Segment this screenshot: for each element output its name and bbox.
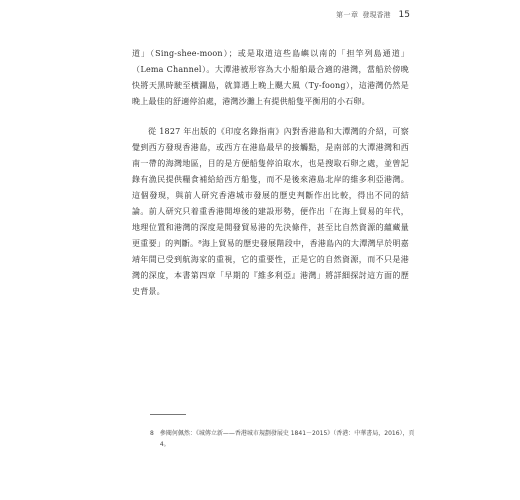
footnote-number: 8 (150, 430, 154, 437)
paragraph-2: 從 1827 年出版的《印度名錄指南》內對香港島和大潭灣的介紹，可察覺到西方發現香港島，或西方在港島最早的接觸點，是南部的大潭港灣和西南一帶的海灣地區，目的是方便船隻停泊取水，也是搜取石卵之處，並曾記錄有漁民提供糧食補給給西方船隻，而不是後來港島北岸的維多利亞港灣。這個發現，與前人研究香港城市發展的歷史判斷作出比較，得出不同的結論。前人研究只着重香港開埠後的建設形勢，便作出「在海上貿易的年代，地理位置和港灣的深度是開發貿易港的先決條件，甚至比自然資源的蘊藏量更重要」的判斷。⁸海上貿易的歷史發展階段中，香港島內的大潭灣早於明嘉靖年間已受到航海家的重視，它的重要性，正是它的自然資源，而不只是港灣的深度，本書第四章「早期的『維多利亞』港灣」將詳細探討這方面的歷史背景。 (132, 127, 409, 296)
footnote (150, 428, 416, 450)
body-text (132, 46, 409, 300)
footnote-text: 參閱何佩然：《城傳立新——香港城市規劃發展史 1841－2015》（香港：中華書局，2016），頁 4。 (159, 430, 415, 448)
chapter-title: 發現香港 (362, 11, 391, 19)
page-number: 15 (398, 10, 410, 20)
paragraph-1: 道」（Sing-shee-moon）；或是取道這些島嶼以南的「担竿列島通道」（Lema Channel）。大潭港被形容為大小船舶最合適的港灣，當船於傍晚快將天黑時駛至橫瀾島，就算遇上晚上颶大風（Ty-foong），這港灣仍然是晚上最佳的舒適停泊處，港灣沙灘上有提供船隻平衡用的小石卵。 (132, 49, 409, 106)
chapter-label: 第一章 (336, 11, 359, 19)
running-head (336, 10, 410, 20)
footnote-divider (150, 414, 186, 415)
